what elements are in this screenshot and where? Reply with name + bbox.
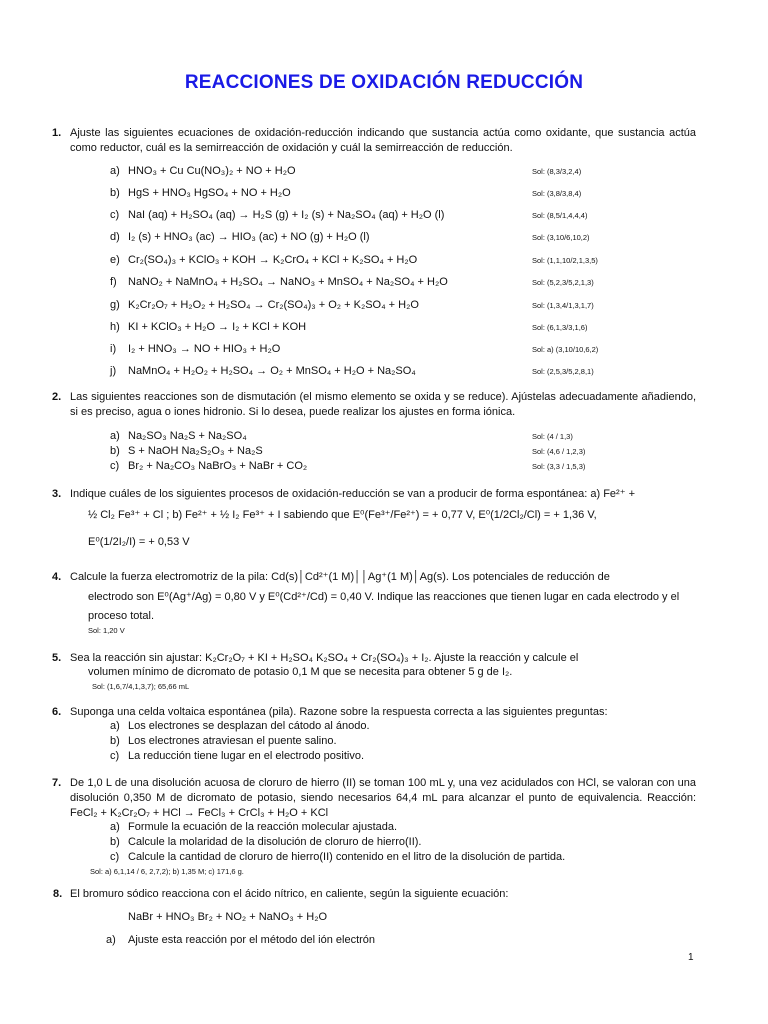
question-number: 3. — [52, 488, 62, 500]
equation-text: Na₂SO₃ Na₂S + Na₂SO₄ — [128, 430, 247, 442]
equation-row — [88, 254, 698, 270]
solution-text: Sol: (1,6,7/4,1,3,7); 65,66 mL — [92, 682, 190, 691]
question-text: De 1,0 L de una disolución acuosa de cloruro de hierro (II) se toman 100 mL y, una vez acidulados con HCl, se valoran con una disolución 0,350 M de dicromato de potasio, siendo necesarios 64,4 mL para alcanzar el punto de equivalencia. Reacción: FeCl₂ + K₂Cr₂O₇ + HCl → FeCl₃ + CrCl₃ + H₂O + KCl — [70, 777, 696, 819]
item-text: Los electrones atraviesan el puente salino. — [128, 735, 337, 747]
item-label: c) — [110, 750, 120, 762]
question-text: El bromuro sódico reacciona con el ácido nítrico, en caliente, según la siguiente ecuación: — [70, 888, 509, 900]
item-label: b) — [110, 187, 120, 199]
equation-row — [88, 165, 698, 181]
solution-text: Sol: (1,1,10/2,1,3,5) — [532, 256, 598, 265]
equation-text: Br₂ + Na₂CO₃ NaBrO₃ + NaBr + CO₂ — [128, 460, 308, 472]
question-number: 4. — [52, 571, 62, 583]
equation-text: I₂ + HNO₃ → NO + HIO₃ + H₂O — [128, 343, 281, 355]
question-3 — [52, 487, 696, 502]
question-8 — [53, 887, 696, 902]
question-text: Las siguientes reacciones son de dismutación (el mismo elemento se oxida y se reduce). Ajústelas adecuadamente añadiendo, si es preciso, agua o iones hidronio. Si lo desea, puede realizar los ajustes en forma iónica. — [70, 391, 696, 418]
question-text-line: Calcule la fuerza electromotriz de la pila: Cd(s)│Cd²⁺(1 M)││Ag⁺(1 M)│Ag(s). Los potenciales de reducción de — [70, 571, 610, 583]
equation-row — [88, 321, 698, 337]
solution-text: Sol: (4 / 1,3) — [532, 432, 573, 441]
equation-row — [88, 365, 698, 381]
item-text: Ajuste esta reacción por el método del ión electrón — [128, 934, 376, 946]
list-item — [110, 750, 700, 765]
page-number: 1 — [688, 952, 694, 963]
solution-text: Sol: (8,5/1,4,4,4) — [532, 211, 588, 220]
question-number: 6. — [52, 706, 62, 718]
equation-row — [88, 209, 698, 225]
solution-text: Sol: (8,3/3,2,4) — [532, 167, 582, 176]
equation-row — [88, 445, 698, 461]
item-label: c) — [110, 460, 120, 472]
item-label: c) — [110, 851, 120, 863]
equation-row — [88, 231, 698, 247]
solution-text: Sol: (4,6 / 1,2,3) — [532, 447, 586, 456]
item-label: b) — [110, 735, 120, 747]
item-label: a) — [110, 720, 120, 732]
list-item — [110, 851, 700, 866]
item-label: b) — [110, 445, 120, 457]
equation-row — [88, 276, 698, 292]
item-label: b) — [110, 836, 120, 848]
item-label: f) — [110, 276, 117, 288]
question-number: 5. — [52, 652, 62, 664]
question-2 — [52, 390, 696, 420]
item-text: Calcule la molaridad de la disolución de cloruro de hierro(II). — [128, 836, 422, 848]
item-label: a) — [106, 934, 116, 946]
solution-text: Sol: a) (3,10/10,6,2) — [532, 345, 599, 354]
equation-text: NaI (aq) + H₂SO₄ (aq) → H₂S (g) + I₂ (s) + Na₂SO₄ (aq) + H₂O (l) — [128, 209, 445, 221]
solution-text: Sol: (1,3,4/1,3,1,7) — [532, 301, 594, 310]
solution-text: Sol: (3,8/3,8,4) — [532, 189, 582, 198]
question-text: Suponga una celda voltaica espontánea (pila). Razone sobre la respuesta correcta a las siguientes preguntas: — [70, 706, 608, 718]
list-item — [110, 821, 700, 836]
solution-text: Sol: (2,5,3/5,2,8,1) — [532, 367, 594, 376]
question-7 — [52, 776, 696, 821]
equation-text: K₂Cr₂O₇ + H₂O₂ + H₂SO₄ → Cr₂(SO₄)₃ + O₂ + K₂SO₄ + H₂O — [128, 299, 419, 311]
list-item — [110, 720, 700, 735]
item-label: e) — [110, 254, 120, 266]
solution-text: Sol: (3,3 / 1,5,3) — [532, 462, 586, 471]
question-4 — [52, 570, 696, 585]
question-number: 2. — [52, 391, 62, 403]
item-label: j) — [110, 365, 117, 377]
solution-text: Sol: (5,2,3/5,2,1,3) — [532, 278, 594, 287]
question-1 — [52, 126, 696, 156]
question-4-line-3: proceso total. — [88, 610, 155, 622]
equation-text: KI + KClO₃ + H₂O → I₂ + KCl + KOH — [128, 321, 307, 333]
equation-text: S + NaOH Na₂S₂O₃ + Na₂S — [128, 445, 263, 457]
question-text-line: Indique cuáles de los siguientes procesos de oxidación-reducción se van a producir de forma espontánea: a) Fe²⁺ + — [70, 488, 636, 500]
item-label: a) — [110, 165, 120, 177]
question-5-line-2: volumen mínimo de dicromato de potasio 0,1 M que se necesita para obtener 5 g de I₂. — [88, 666, 513, 678]
equation-text: HgS + HNO₃ HgSO₄ + NO + H₂O — [128, 187, 291, 199]
list-item — [106, 934, 696, 949]
item-label: d) — [110, 231, 120, 243]
item-text: Calcule la cantidad de cloruro de hierro(II) contenido en el litro de la disolución de partida. — [128, 851, 566, 863]
item-text: La reducción tiene lugar en el electrodo positivo. — [128, 750, 365, 762]
solution-text: Sol: (6,1,3/3,1,6) — [532, 323, 588, 332]
item-label: a) — [110, 821, 120, 833]
equation-text: NaNO₂ + NaMnO₄ + H₂SO₄ → NaNO₃ + MnSO₄ + Na₂SO₄ + H₂O — [128, 276, 448, 288]
question-text: Ajuste las siguientes ecuaciones de oxidación-reducción indicando que sustancia actúa como oxidante, que sustancia actúa como reductor, cuál es la semirreacción de oxidación y cuál la semirreacción de reducción. — [70, 127, 696, 154]
equation-text: HNO₃ + Cu Cu(NO₃)₂ + NO + H₂O — [128, 165, 296, 177]
solution-text: Sol: 1,20 V — [88, 626, 125, 635]
solution-text: Sol: (3,10/6,10,2) — [532, 233, 590, 242]
item-label: h) — [110, 321, 120, 333]
item-text: Formule la ecuación de la reacción molecular ajustada. — [128, 821, 398, 833]
equation-text: I₂ (s) + HNO₃ (ac) → HIO₃ (ac) + NO (g) + H₂O (l) — [128, 231, 370, 243]
equation-row — [88, 299, 698, 315]
solution-text: Sol: a) 6,1,14 / 6, 2,7,2); b) 1,35 M; c) 171,6 g. — [90, 867, 244, 876]
question-number: 7. — [52, 777, 62, 789]
question-number: 1. — [52, 127, 62, 139]
equation-text: Cr₂(SO₄)₃ + KClO₃ + KOH → K₂CrO₄ + KCl + K₂SO₄ + H₂O — [128, 254, 418, 266]
equation-row — [88, 430, 698, 446]
question-8-equation: NaBr + HNO₃ Br₂ + NO₂ + NaNO₃ + H₂O — [128, 911, 328, 923]
equation-row — [88, 343, 698, 359]
item-text: Los electrones se desplazan del cátodo al ánodo. — [128, 720, 370, 732]
item-label: a) — [110, 430, 120, 442]
question-text-line: Sea la reacción sin ajustar: K₂Cr₂O₇ + KI + H₂SO₄ K₂SO₄ + Cr₂(SO₄)₃ + I₂. Ajuste la reacción y calcule el — [70, 652, 579, 664]
equation-text: NaMnO₄ + H₂O₂ + H₂SO₄ → O₂ + MnSO₄ + H₂O + Na₂SO₄ — [128, 365, 416, 377]
question-6 — [52, 705, 696, 720]
list-item — [110, 735, 700, 750]
question-number: 8. — [53, 888, 63, 900]
equation-row — [88, 460, 698, 476]
question-5 — [52, 651, 696, 666]
question-3-line-2: ½ Cl₂ Fe³⁺ + Cl ; b) Fe²⁺ + ½ I₂ Fe³⁺ + I sabiendo que E⁰(Fe³⁺/Fe²⁺) = + 0,77 V, E⁰(1/2Cl₂/Cl) = + 1,36 V, — [88, 509, 597, 521]
item-label: g) — [110, 299, 120, 311]
item-label: i) — [110, 343, 117, 355]
list-item — [110, 836, 700, 851]
page-title: REACCIONES DE OXIDACIÓN REDUCCIÓN — [184, 72, 584, 93]
question-3-line-3: E⁰(1/2I₂/I) = + 0,53 V — [88, 536, 190, 548]
item-label: c) — [110, 209, 120, 221]
equation-row — [88, 187, 698, 203]
question-4-line-2: electrodo son E⁰(Ag⁺/Ag) = 0,80 V y E⁰(Cd²⁺/Cd) = 0,40 V. Indique las reacciones que tienen lugar en cada electrodo y el — [88, 591, 680, 603]
